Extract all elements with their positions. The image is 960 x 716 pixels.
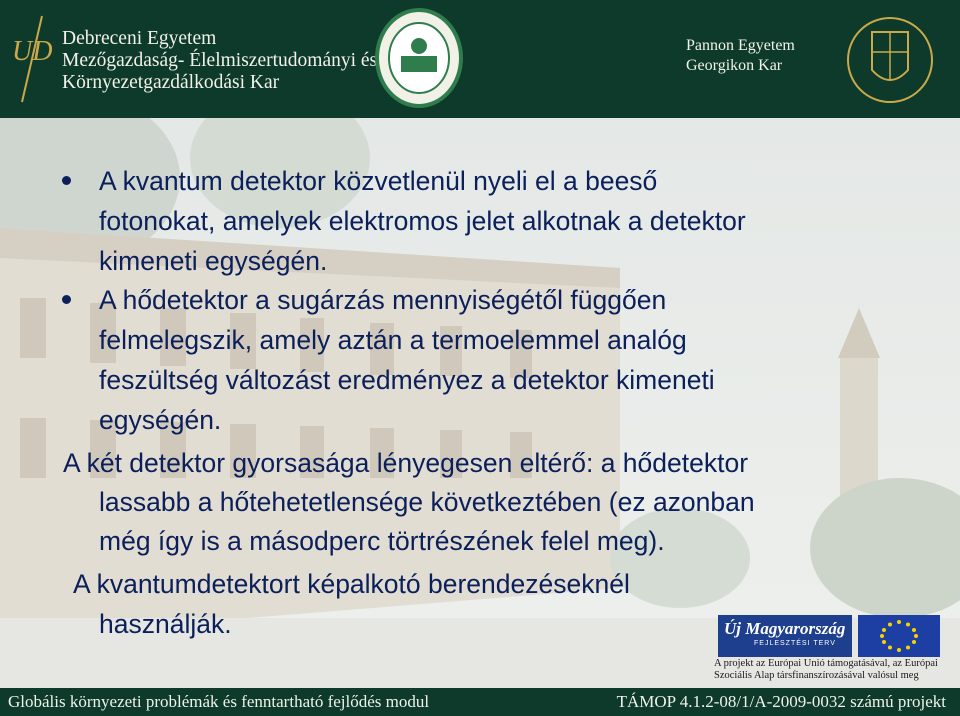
bullet-1-line-1: A kvantum detektor közvetlenül nyeli el a beeső — [99, 166, 658, 196]
paragraph-3-line-3: még így is a másodperc törtrészének felel meg). — [99, 526, 665, 556]
bullet-dot — [62, 176, 71, 185]
logo-text: UD — [12, 36, 52, 67]
funding-note: A projekt az Európai Unió támogatásával, az Európai Szociális Alap társfinanszírozásával valósul meg — [714, 658, 938, 681]
paragraph-4-line-1: A kvantumdetektort képalkotó berendezéseknél — [73, 569, 630, 599]
bullet-2-line-2: felmelegszik, amely aztán a termoelemmel analóg — [99, 325, 687, 355]
uj-magyarorszag-logo: Új Magyarország FEJLESZTÉSI TERV — [718, 615, 852, 657]
paragraph-3-line-1: A két detektor gyorsasága lényegesen eltérő: a hődetektor — [63, 448, 749, 478]
funding-logos — [718, 615, 940, 657]
paragraph-4-line-2: használják. — [99, 609, 232, 639]
right-university-name: Pannon Egyetem Georgikon Kar — [686, 37, 795, 74]
project-id: TÁMOP 4.1.2-08/1/A-2009-0032 számú projekt — [616, 692, 946, 711]
bullet-1-line-2: fotonokat, amelyek elektromos jelet alkotnak a detektor — [99, 206, 746, 236]
eu-flag-icon — [858, 615, 940, 657]
left-university-name: Debreceni Egyetem Mezőgazdaság- Élelmiszertudományi és Környezetgazdálkodási Kar — [62, 28, 378, 93]
bullet-2-line-3: feszültség változást eredményez a detektor kimeneti — [99, 365, 715, 395]
bullet-2-line-1: A hődetektor a sugárzás mennyiségétől függően — [99, 285, 667, 315]
module-title: Globális környezeti problémák és fenntartható fejlődés modul — [8, 692, 430, 711]
bullet-1-line-3: kimeneti egységén. — [99, 246, 328, 276]
footer-band — [0, 688, 960, 716]
bullet-2-line-4: egységén. — [99, 405, 222, 435]
bullet-dot — [62, 295, 71, 304]
paragraph-3-line-2: lassabb a hőtehetetlensége következtében (ez azonban — [99, 487, 755, 517]
